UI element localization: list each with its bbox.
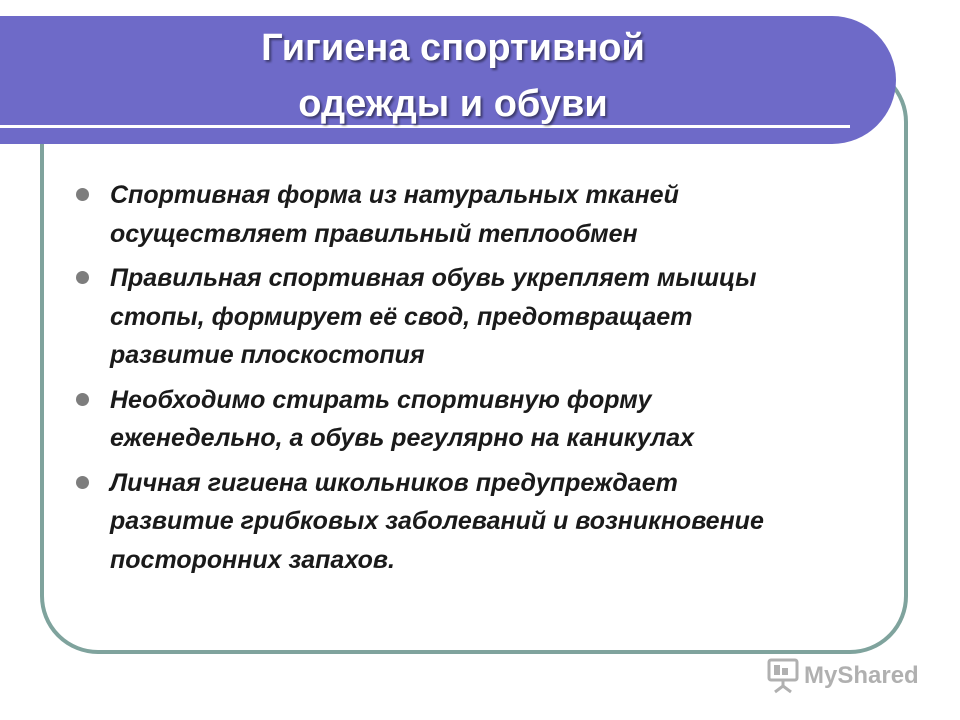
bullet-line: осуществляет правильный теплообмен bbox=[110, 219, 638, 248]
bullet-item bbox=[74, 176, 854, 253]
slide-title bbox=[218, 20, 688, 132]
bullet-line: стопы, формирует её свод, предотвращает bbox=[110, 302, 693, 331]
bullet-line: Спортивная форма из натуральных тканей bbox=[110, 181, 679, 209]
bullet-dot-icon bbox=[76, 476, 89, 489]
watermark[interactable] bbox=[766, 656, 919, 696]
slide-title-line-2: одежды и обуви bbox=[298, 83, 608, 125]
bullet-list bbox=[74, 176, 854, 585]
bullet-dot-icon bbox=[76, 188, 89, 201]
bullet-item bbox=[74, 381, 854, 458]
bullet-line: Правильная спортивная обувь укрепляет мышцы bbox=[110, 264, 757, 292]
bullet-text bbox=[110, 259, 854, 375]
bullet-text bbox=[110, 176, 854, 253]
bullet-line: посторонних запахов. bbox=[110, 545, 395, 574]
bullet-line: Необходимо стирать спортивную форму bbox=[110, 385, 652, 414]
bullet-line: еженедельно, а обувь регулярно на каникулах bbox=[110, 424, 695, 452]
bullet-item bbox=[74, 259, 854, 375]
presentation-board-icon bbox=[766, 658, 800, 694]
bullet-line: Личная гигиена школьников предупреждает bbox=[110, 468, 678, 497]
bullet-line: развитие плоскостопия bbox=[110, 341, 425, 369]
bullet-item bbox=[74, 464, 854, 580]
bullet-dot-icon bbox=[76, 271, 89, 284]
bullet-line: развитие грибковых заболеваний и возникновение bbox=[110, 507, 764, 535]
bullet-dot-icon bbox=[76, 393, 89, 406]
watermark-text: MyShared bbox=[804, 662, 919, 689]
bullet-text bbox=[110, 464, 854, 580]
slide-title-line-1: Гигиена спортивной bbox=[261, 27, 645, 69]
bullet-text bbox=[110, 381, 854, 458]
